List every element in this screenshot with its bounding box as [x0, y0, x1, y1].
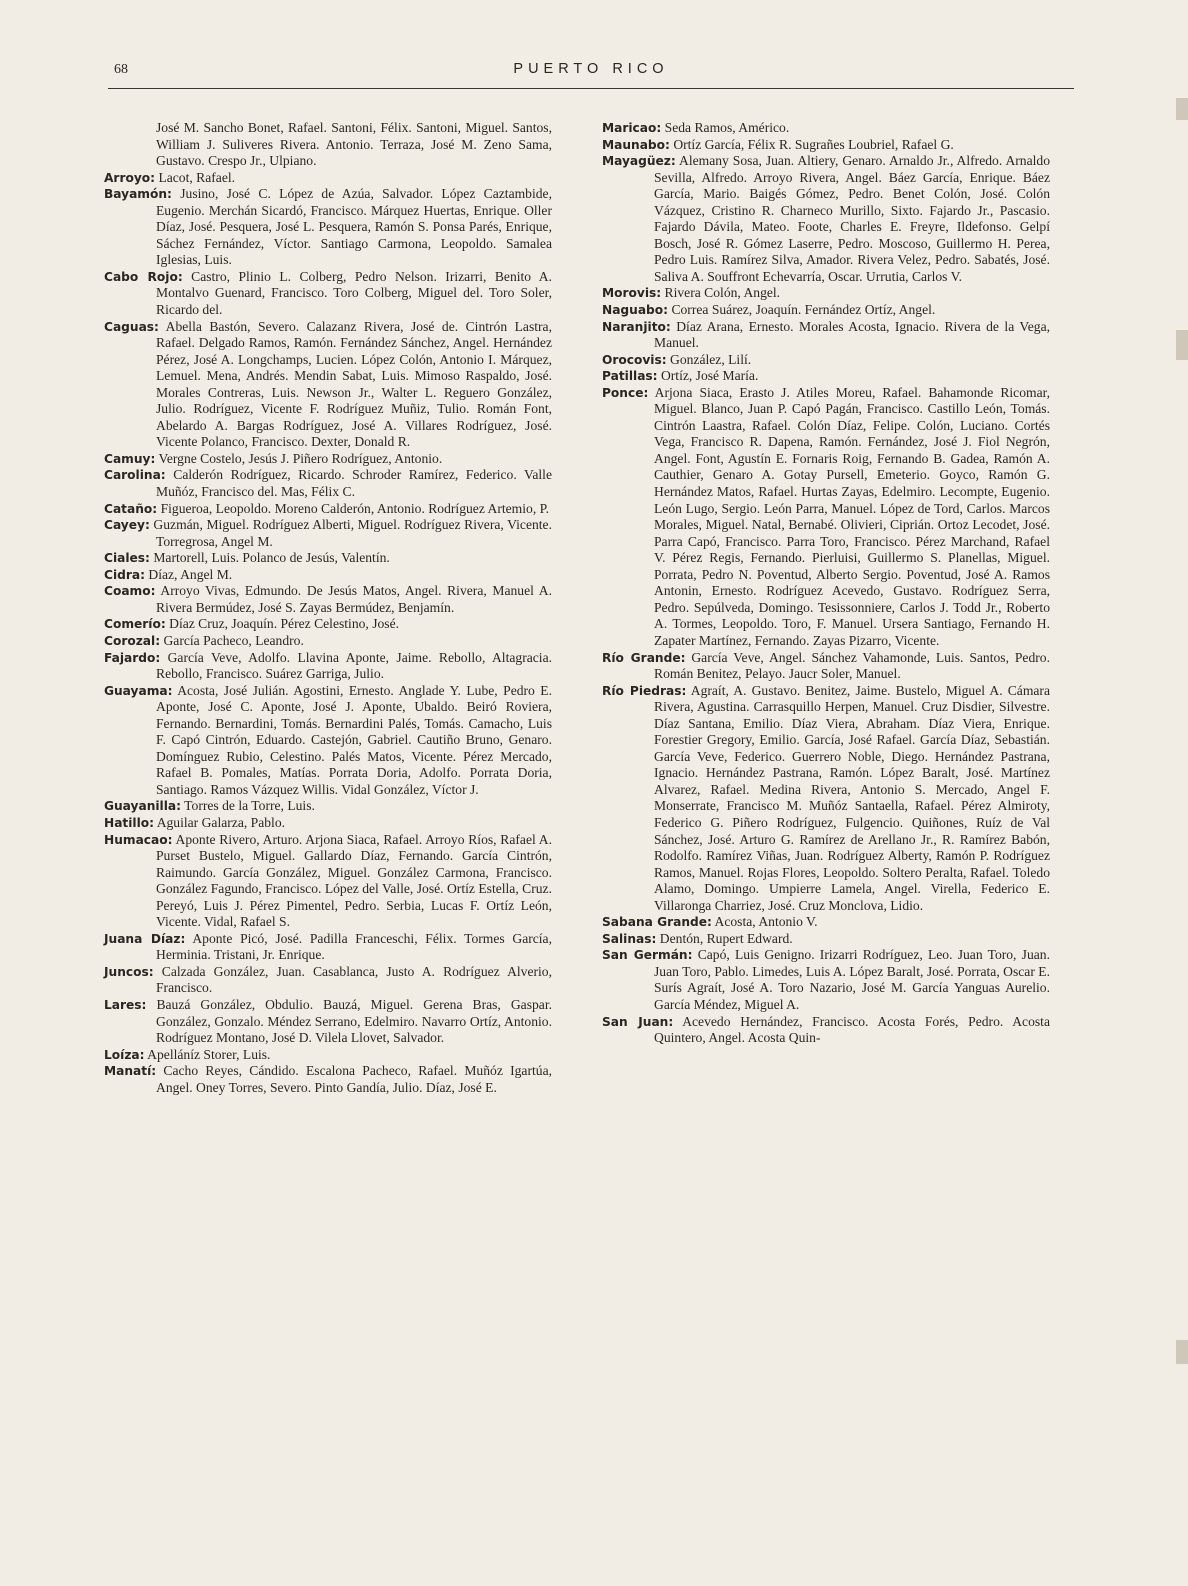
member-names: Castro, Plinio L. Colberg, Pedro Nelson. Irizarri, Benito A. Montalvo Guenard, Francisco. Toro Colberg, Miguel del. Toro Soler, Ricardo del. [156, 268, 552, 318]
town-name: Mayagüez: [602, 154, 676, 169]
member-names: Díaz, Angel M. [148, 566, 233, 582]
member-names: Alemany Sosa, Juan. Altiery, Genaro. Arnaldo Jr., Alfredo. Arnaldo Sevilla, Alfredo. Arroyo Rivera, Angel. Báez García, Enrique. Báez García, Mario. Baigés Gómez, Pedro. Benet Colón, José. Colón Vázquez, Cristino R. Charneco Murillo, Sixto. Fajardo Jr., Pascasio. Fajardo Dávila, Mateo. Foote, Charles E. Freyre, Ildefonso. Gelpí Bosch, José R. Gómez Laserre, Pedro. Moscoso, Guillermo H. Perea, Pedro Luis. Ramírez Silva, Amador. Rivera Velez, Pedro. Sabatés, José. Saliva A. Souffront Echevarría, Oscar. Urrutia, Carlos V. [654, 153, 1050, 284]
town-name: San Juan: [602, 1014, 674, 1029]
member-names: Aponte Rivero, Arturo. Arjona Siaca, Rafael. Arroyo Ríos, Rafael A. Purset Bustelo, Miguel. Gallardo Díaz, Fernando. García Cintrón, Raimundo. García González, Miguel. González Carmona, Francisco. González Fagundo, Francisco. López del Valle, José. Ortíz Estella, Cruz. Pereyó, Luis J. Pérez Pimentel, Pedro. Serbia, Lucas F. Ortíz León, Vicente. Vidal, Rafael S. [156, 831, 552, 930]
member-names: Díaz Cruz, Joaquín. Pérez Celestino, José. [169, 616, 400, 632]
town-name: San Germán: [602, 948, 693, 963]
member-names: Figueroa, Leopoldo. Moreno Calderón, Antonio. Rodríguez Artemio, P. [160, 500, 550, 516]
left-entries [104, 170, 552, 1097]
member-names: González, Lilí. [670, 351, 752, 367]
town-entry [104, 997, 552, 1047]
town-entry [104, 683, 552, 799]
member-names: Jusino, José C. López de Azúa, Salvador. López Caztambide, Eugenio. Merchán Sicardó, Francisco. Márquez Huertas, Enrique. Oller Díaz, José. Pesquera, José L. Pesquera, Ramón S. Ponsa Parés, Enrique, Sáchez Fernández, Víctor. Santiago Carmona, Leopoldo. Samalea Iglesias, Luis. [156, 186, 552, 268]
member-names: Aponte Picó, José. Padilla Franceschi, Félix. Tormes García, Herminia. Tristani, Jr. Enrique. [156, 930, 552, 963]
member-names: Cacho Reyes, Cándido. Escalona Pacheco, Rafael. Muñóz Igartúa, Angel. Oney Torres, Severo. Pinto Gandía, Julio. Díaz, José E. [156, 1063, 553, 1095]
town-name: Juana Díaz: [104, 931, 186, 946]
town-name: Carolina: [104, 468, 166, 483]
town-name: Humacao: [104, 832, 173, 847]
town-entry [104, 1063, 552, 1096]
town-entry [602, 302, 1050, 319]
town-name: Naguabo: [602, 303, 669, 318]
member-names: Arroyo Vivas, Edmundo. De Jesús Matos, Angel. Rivera, Manuel A. Rivera Bermúdez, José S. Zayas Bermúdez, Benjamín. [156, 583, 552, 615]
member-names: Guzmán, Miguel. Rodríguez Alberti, Miguel. Rodríguez Rivera, Vicente. Torregrosa, Angel M. [153, 517, 552, 549]
town-entry [104, 964, 552, 997]
town-entry [602, 650, 1050, 683]
member-names: Correa Suárez, Joaquín. Fernández Ortíz, Angel. [671, 302, 936, 318]
town-name: Río Grande: [602, 650, 686, 665]
town-entry [104, 650, 552, 683]
town-entry [104, 550, 552, 567]
member-names: Agraít, A. Gustavo. Benitez, Jaime. Bustelo, Miguel A. Cámara Rivera, Agustina. Carrasquillo Herpen, Manuel. Cruz Disdier, Silvestre. Díaz Santana, Emilio. Díaz Viera, Abraham. Díaz Viera, Enrique. Forestier Gregory, Emilio. García, José Rafael. García Díaz, Sebastián. García Veve, Federico. Guerrero Noble, Diego. Hernández Pastrana, Ignacio. Hernández Pastrana, Ramón. López Baralt, José. Martínez Alvarez, Rafael. Medina Rivera, Antonio S. Mercado, Angel F. Monserrate, Francisco M. Muñóz Santaella, Rafael. Pérez Almiroty, Federico G. Piñero Rodríguez, Fulgencio. Quiñones, Ruíz de Val Sánchez, José. Arturo G. Ramírez de Arellano Jr., R. Ramírez Babón, Rodolfo. Ramírez Viñas, Juan. Rodríguez Alberty, Ramón P. Rodríguez Ramos, Manuel. Rojas Flores, Leopoldo. Soltero Peralta, Rafael. Toledo Alamo, Domingo. Umpierre Lamela, Angel. Virella, Federico E. Villaronga Charriez, José. Cruz Monclova, Lidio. [654, 682, 1050, 913]
page-edge-mark [1176, 330, 1188, 360]
town-name: Ciales: [104, 551, 150, 566]
member-names: Seda Ramos, Américo. [664, 120, 790, 135]
page-edge-mark [1176, 1340, 1188, 1364]
member-names: Vergne Costelo, Jesús J. Piñero Rodríguez, Antonio. [158, 450, 443, 466]
town-name: Salinas: [602, 931, 657, 946]
town-name: Juncos: [104, 964, 154, 979]
member-names: García Veve, Adolfo. Llavina Aponte, Jaime. Rebollo, Altagracia. Rebollo, Francisco. Suárez Garriga, Julio. [156, 649, 552, 682]
town-name: Lares: [104, 997, 147, 1012]
town-entry [602, 120, 1050, 137]
member-names: Lacot, Rafael. [158, 169, 236, 185]
town-name: Corozal: [104, 633, 161, 648]
town-entry [602, 319, 1050, 352]
running-head [108, 58, 1074, 89]
town-entry [602, 683, 1050, 915]
member-names: Aguilar Galarza, Pablo. [156, 814, 286, 830]
town-name: Comerío: [104, 617, 166, 632]
town-entry [104, 616, 552, 633]
member-names: García Pacheco, Leandro. [163, 632, 304, 648]
town-entry [602, 1014, 1050, 1047]
town-entry [104, 931, 552, 964]
town-entry [602, 352, 1050, 369]
member-names: Calderón Rodríguez, Ricardo. Schroder Ramírez, Federico. Valle Muñóz, Francisco del. Mas, Félix C. [156, 467, 552, 500]
town-entry [602, 368, 1050, 385]
page-edge-mark [1176, 98, 1188, 120]
town-entry [104, 319, 552, 451]
town-entry [104, 269, 552, 319]
member-names: Abella Bastón, Severo. Calazanz Rivera, José de. Cintrón Lastra, Rafael. Delgado Ramos, Ramón. Fernández Sánchez, Angel. Hernández Pérez, José A. Longchamps, Lucien. López Colón, Antonio I. Márquez, Lemuel. Mena, Andrés. Mendin Sabat, Luis. Mimoso Raspaldo, José. Morales Contreras, Luis. Newson Jr., Walter L. Reguero González, Julio. Rodríguez, Vicente F. Rodríguez Muñiz, Tulio. Román Font, Abelardo A. Bargas Rodríguez, José A. Villares Rodríguez, José. Vicente Polanco, Francisco. Dexter, Donald R. [156, 318, 552, 450]
town-entry [602, 137, 1050, 154]
member-names: Bauzá González, Obdulio. Bauzá, Miguel. Gerena Bras, Gaspar. González, Gonzalo. Méndez Serrano, Edelmiro. Navarro Ortíz, Antonio. Rodríguez Montano, José D. Vilela Llovet, Salvador. [156, 996, 552, 1046]
member-names: Dentón, Rupert Edward. [659, 930, 793, 946]
town-name: Arroyo: [104, 170, 156, 185]
member-names: Calzada González, Juan. Casablanca, Justo A. Rodríguez Alverio, Francisco. [156, 963, 552, 996]
right-entries [602, 120, 1050, 1047]
town-entry [104, 583, 552, 616]
member-names: Ortíz García, Félix R. Sugrañes Loubriel, Rafael G. [673, 136, 954, 152]
town-entry [104, 815, 552, 832]
town-name: Sabana Grande: [602, 915, 712, 930]
town-entry [104, 832, 552, 931]
town-name: Naranjito: [602, 319, 671, 334]
member-names: Apelláníz Storer, Luis. [147, 1046, 271, 1062]
member-names: Acosta, José Julián. Agostini, Ernesto. Anglade Y. Lube, Pedro E. Aponte, José C. Aponte, José J. Aponte, Ubaldo. Beiró Roviera, Fernando. Bernardini, Tomás. Bernardini Palés, Tomás. Camacho, Luis F. Capó Cintrón, Eduardo. Castejón, Gabriel. Cautiño Bruno, Genaro. Domínguez Rubio, Celestino. Palés Matos, Vicente. Pérez Mercado, Rafael B. Pomales, Matías. Porrata Doria, Adolfo. Porrata Doria, Santiago. Ramos Vázquez Willis. Vidal González, Víctor J. [156, 682, 552, 797]
town-name: Manatí: [104, 1064, 157, 1079]
member-names: Rivera Colón, Angel. [664, 285, 781, 301]
page-number: 68 [114, 62, 128, 77]
town-name: Hatillo: [104, 815, 155, 830]
town-name: Maunabo: [602, 137, 670, 152]
town-name: Morovis: [602, 286, 662, 301]
member-names: Capó, Luis Genigno. Irizarri Rodríguez, Leo. Juan Toro, Juan. Juan Toro, Pablo. Limedes, Luis A. López Baralt, José. Porrata, Oscar E. Surís Agraít, José A. Toro Nazario, José M. García Yanguas Aurelio. García Méndez, Miguel A. [654, 947, 1050, 1012]
town-name: Loíza: [104, 1047, 145, 1062]
continuation-paragraph: José M. Sancho Bonet, Rafael. Santoni, Félix. Santoni, Miguel. Santos, William J. Suliveres Rivera. Antonio. Terraza, José M. Zeno Sama, Gustavo. Crespo Jr., Ulpiano. [156, 120, 552, 169]
town-name: Cabo Rojo: [104, 269, 183, 284]
town-entry [104, 633, 552, 650]
member-names: Torres de la Torre, Luis. [184, 798, 315, 814]
town-name: Patillas: [602, 369, 658, 384]
town-name: Fajardo: [104, 650, 161, 665]
town-entry [602, 285, 1050, 302]
member-names: Acevedo Hernández, Francisco. Acosta Forés, Pedro. Acosta Quintero, Angel. Acosta Quin- [654, 1013, 1050, 1046]
town-entry [104, 467, 552, 500]
town-name: Caguas: [104, 319, 159, 334]
left-column [104, 120, 552, 1096]
town-entry [602, 385, 1050, 650]
town-name: Guayanilla: [104, 799, 182, 814]
town-name: Orocovis: [602, 352, 667, 367]
town-entry [104, 170, 552, 187]
town-entry [104, 1047, 552, 1064]
town-name: Guayama: [104, 683, 173, 698]
town-name: Cayey: [104, 518, 150, 533]
running-title: PUERTO RICO [513, 61, 669, 77]
town-entry [104, 798, 552, 815]
town-name: Río Piedras: [602, 683, 687, 698]
town-entry [602, 947, 1050, 1013]
town-name: Cataño: [104, 501, 158, 516]
town-entry [104, 517, 552, 550]
town-entry [602, 931, 1050, 948]
town-name: Coamo: [104, 584, 156, 599]
member-names: Martorell, Luis. Polanco de Jesús, Valentín. [153, 550, 390, 566]
town-name: Cidra: [104, 567, 145, 582]
town-name: Ponce: [602, 385, 649, 400]
town-entry [104, 501, 552, 518]
member-names: Arjona Siaca, Erasto J. Atiles Moreu, Rafael. Bahamonde Ricomar, Miguel. Blanco, Juan P. Capó Pagán, Francisco. Castillo León, Tomás. Cintrón Laastra, Rafael. Colón Díaz, Felipe. Colón, Luciano. Cortés Vega, Francisco R. Dapena, Ramón. Fernández, José J. Fiol Negrón, Angel. Font, Agustín E. Fornaris Roig, Fernando B. Gadea, Ramón A. Cauthier, Genaro A. Gotay Pursell, Emeterio. Goyco, Ramón G. Hernández Matos, Rafael. Hurtas Zayas, Edelmiro. Lecompte, Eugenio. León Lugo, Sergio. León Parra, Manuel. López de Tord, Carlos. Marcos Morales, Miguel. Natal, Bernabé. Olivieri, Ciprián. Ortoz Lecodet, José. Parra Capó, Francisco. Parra Toro, Francisco. Pérez Marchand, Rafael V. Pérez Regis, Fernando. Pierluisi, Guillermo S. Planellas, Miguel. Porrata, Pedro N. Poventud, Alberto Sergio. Poventud, José A. Ramos Antonin, Ernesto. Rodríguez Acevedo, Gustavo. Rodríguez Serra, Pedro. Sepúlveda, Domingo. Tesissonniere, Carlos J. Todd Jr., Roberto A. Tormes, Leopoldo. Toro, F. Manuel. Ursera Santiago, Fernando H. Zapater Martínez, Fernando. Zayas Pizarro, Vicente. [654, 384, 1050, 648]
town-name: Maricao: [602, 121, 662, 135]
town-entry [104, 186, 552, 269]
town-name: Bayamón: [104, 187, 172, 202]
town-entry [104, 567, 552, 584]
member-names: Díaz Arana, Ernesto. Morales Acosta, Ignacio. Rivera de la Vega, Manuel. [654, 318, 1050, 351]
town-entry [602, 153, 1050, 285]
member-names: Ortíz, José María. [660, 368, 759, 384]
right-column [602, 120, 1050, 1047]
town-name: Camuy: [104, 451, 156, 466]
town-entry [104, 451, 552, 468]
member-names: Acosta, Antonio V. [714, 914, 818, 930]
member-names: García Veve, Angel. Sánchez Vahamonde, Luis. Santos, Pedro. Román Benitez, Pelayo. Jaucr Soler, Manuel. [654, 649, 1050, 682]
town-entry [602, 914, 1050, 931]
